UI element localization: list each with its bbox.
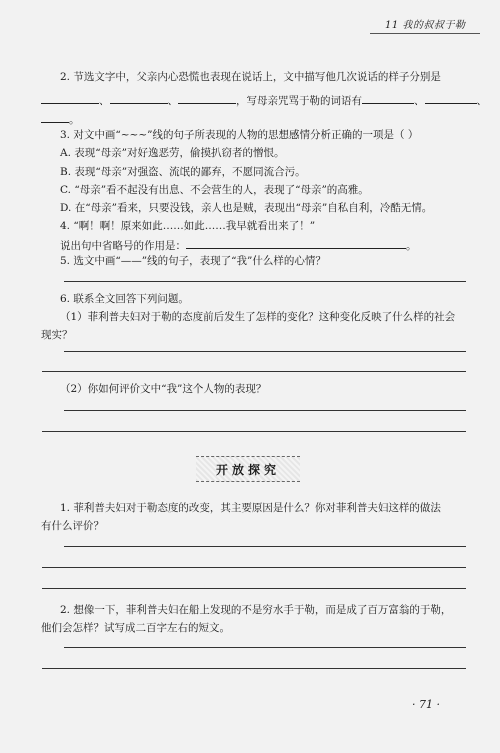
answer-blank[interactable]	[41, 111, 69, 123]
answer-blank[interactable]	[425, 92, 477, 104]
section-header-box	[196, 456, 300, 482]
q4-stem: 4. “啊！啊！原来如此……如此……我早就看出来了！”	[60, 220, 316, 232]
answer-line[interactable]	[64, 546, 466, 547]
answer-blank[interactable]	[110, 92, 168, 104]
open-q2-line1: 2. 想像一下，菲利普夫妇在船上发现的不是穷水手于勒，而是成了百万富翁的于勒，	[60, 604, 452, 616]
answer-line[interactable]	[42, 567, 466, 568]
answer-line[interactable]	[64, 410, 466, 411]
answer-blank[interactable]	[186, 237, 406, 249]
q6-part1-line1: （1）菲利普夫妇对于勒的态度前后发生了怎样的变化？这种变化反映了什么样的社会	[60, 311, 456, 323]
q3-stem: 3. 对文中画“~~~”线的句子所表现的人物的思想感情分析正确的一项是（ ）	[60, 129, 419, 141]
answer-line[interactable]	[64, 281, 466, 282]
answer-blank[interactable]	[362, 92, 414, 104]
open-q2-line2: 他们会怎样？试写成二百字左右的短文。	[41, 622, 230, 634]
q2-line1: 2. 节选文字中，父亲内心恐慌也表现在说话上，文中描写他几次说话的样子分别是	[60, 71, 441, 83]
answer-blank[interactable]	[41, 92, 99, 104]
q5-stem: 5. 选文中画“——”线的句子，表现了“我”什么样的心情？	[60, 255, 326, 267]
answer-blank[interactable]	[178, 92, 236, 104]
q3-option-a: A. 表现“母亲”对好逸恶劳，偷摸扒窃者的憎恨。	[60, 147, 285, 159]
section-title: 开放探究	[215, 463, 280, 477]
answer-line[interactable]	[64, 351, 466, 352]
header-rule	[370, 33, 480, 34]
q6-stem: 6. 联系全文回答下列问题。	[60, 293, 189, 305]
q3-option-c: C. “母亲”看不起没有出息、不会营生的人，表现了“母亲”的高雅。	[60, 184, 369, 196]
page-number: · 71 ·	[412, 698, 440, 711]
q2-line3: 。	[41, 111, 80, 127]
answer-line[interactable]	[42, 668, 466, 669]
answer-line[interactable]	[42, 431, 466, 432]
q3-option-d: D. 在“母亲”看来，只要没钱，亲人也是贼，表现出“母亲”自私自利，冷酷无情。	[60, 202, 433, 214]
q6-part1-line2: 现实？	[41, 329, 73, 341]
open-q1-line2: 有什么评价？	[41, 520, 104, 532]
open-q1-line1: 1. 菲利普夫妇对于勒态度的改变，其主要原因是什么？你对菲利普夫妇这样的做法	[60, 502, 441, 514]
q3-option-b: B. 表现“母亲”对强盗、流氓的鄙弃，不愿同流合污。	[60, 166, 306, 178]
running-header: 11 我的叔叔于勒	[385, 20, 466, 31]
answer-line[interactable]	[64, 647, 466, 648]
q4-ask: 说出句中省略号的作用是： 。	[60, 237, 417, 253]
q6-part2: （2）你如何评价文中“我”这个人物的表现？	[60, 383, 267, 395]
answer-line[interactable]	[42, 588, 466, 589]
answer-line[interactable]	[42, 371, 466, 372]
q2-line2: 、 、 ，写母亲咒骂于勒的词语有 、 、	[41, 92, 487, 108]
